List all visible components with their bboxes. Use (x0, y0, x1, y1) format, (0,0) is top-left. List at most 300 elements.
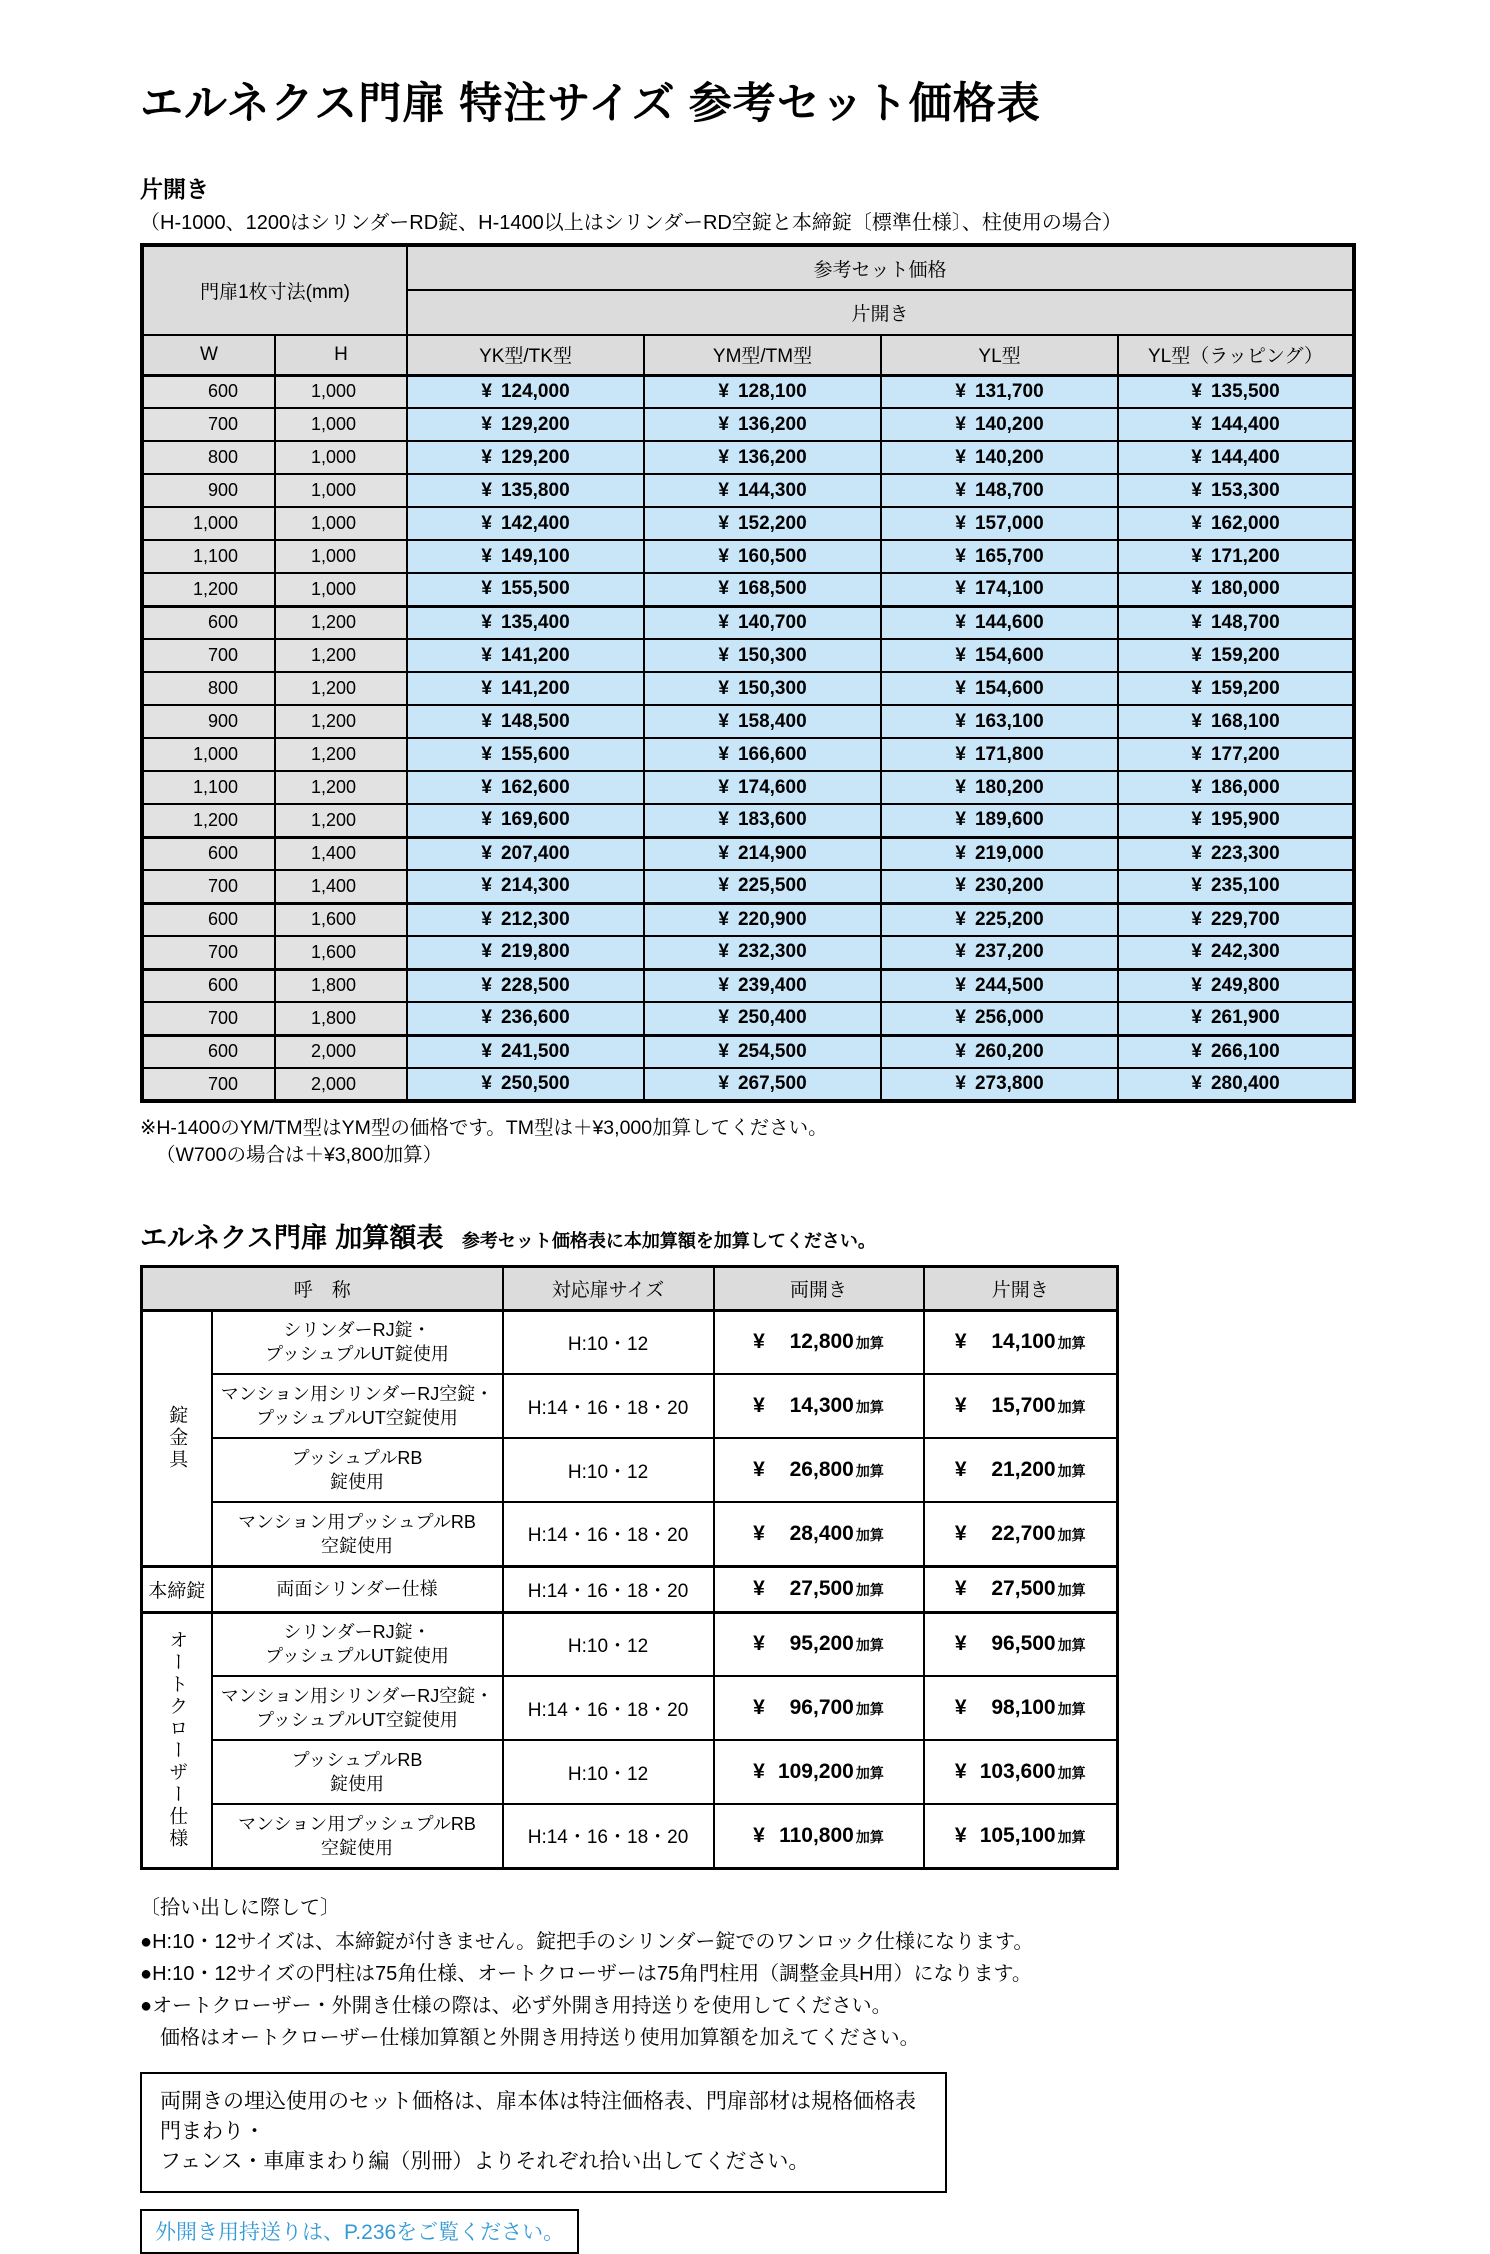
price-amount: 174,600 (737, 776, 807, 798)
currency-symbol: ¥ (1191, 446, 1202, 468)
door-size-cell: H:10・12 (503, 1740, 714, 1804)
price-amount: 235,100 (1210, 875, 1280, 897)
cell-price (1118, 474, 1354, 507)
price-amount: 148,700 (974, 479, 1044, 501)
addition-table-column-header-3: 片開き (924, 1266, 1118, 1310)
cell-price (407, 375, 644, 408)
cell-width: 700 (142, 870, 275, 903)
price-amount: 95,200 (789, 1632, 854, 1656)
currency-symbol: ¥ (1191, 644, 1202, 666)
cell-price (881, 705, 1118, 738)
currency-symbol: ¥ (1191, 809, 1202, 831)
currency-symbol: ¥ (955, 842, 966, 864)
price-amount: 129,200 (500, 446, 570, 468)
currency-symbol: ¥ (955, 446, 966, 468)
katabiraki-price-cell (924, 1502, 1118, 1566)
add-suffix: 加算 (855, 1582, 884, 1599)
item-name-cell (212, 1612, 503, 1676)
cell-height: 1,400 (275, 870, 407, 903)
currency-symbol: ¥ (955, 578, 966, 600)
currency-symbol: ¥ (955, 545, 966, 567)
currency-symbol: ¥ (1191, 875, 1202, 897)
currency-symbol: ¥ (718, 1007, 729, 1029)
cell-width: 1,100 (142, 771, 275, 804)
price-amount: 131,700 (974, 380, 1044, 402)
addition-table-row (142, 1374, 1118, 1438)
cell-price (881, 936, 1118, 969)
pickup-note-line: ●H:10・12サイズの門柱は75角仕様、オートクローザーは75角門柱用（調整金具H用）になります。 (140, 1962, 1032, 1985)
price-table-row (142, 705, 1354, 738)
cell-price (407, 606, 644, 639)
cell-price (644, 375, 881, 408)
item-name-cell (212, 1740, 503, 1804)
price-amount: 96,500 (991, 1632, 1056, 1656)
price-amount: 207,400 (500, 842, 570, 864)
ryobiraki-price-cell (714, 1740, 924, 1804)
boxed-note (140, 2072, 947, 2193)
cell-width: 1,200 (142, 804, 275, 837)
currency-symbol: ¥ (481, 611, 492, 633)
add-suffix: 加算 (855, 1765, 884, 1782)
cell-price (644, 408, 881, 441)
price-amount: 266,100 (1210, 1040, 1280, 1062)
currency-symbol: ¥ (955, 677, 966, 699)
price-amount: 154,600 (974, 677, 1044, 699)
price-amount: 14,300 (789, 1394, 854, 1418)
cell-width: 600 (142, 606, 275, 639)
price-amount: 250,500 (500, 1073, 570, 1094)
cell-price (644, 936, 881, 969)
currency-symbol: ¥ (753, 1521, 765, 1545)
group-label-cell: オートクローザー仕様 (142, 1612, 212, 1868)
price-amount: 21,200 (991, 1458, 1056, 1482)
item-name-line: プッシュプルUT錠使用 (265, 1646, 449, 1667)
cell-price (644, 771, 881, 804)
price-table-row (142, 639, 1354, 672)
door-size-cell: H:14・16・18・20 (503, 1804, 714, 1868)
price-amount: 219,000 (974, 842, 1044, 864)
currency-symbol: ¥ (718, 1073, 729, 1094)
price-table-row (142, 1068, 1354, 1101)
price-amount: 236,600 (500, 1007, 570, 1029)
footnote-line: ※H-1400のYM/TM型はYM型の価格です。TM型は＋¥3,000加算してください。 (140, 1117, 828, 1139)
cell-price (1118, 1002, 1354, 1035)
currency-symbol: ¥ (954, 1521, 967, 1545)
currency-symbol: ¥ (718, 578, 729, 600)
price-table-size-header: 門扉1枚寸法(mm) (142, 245, 407, 335)
price-amount: 150,300 (737, 677, 807, 699)
price-amount: 98,100 (991, 1696, 1056, 1720)
price-amount: 249,800 (1210, 974, 1280, 996)
price-amount: 163,100 (974, 710, 1044, 732)
cell-price (407, 441, 644, 474)
item-name-cell (212, 1502, 503, 1566)
footnote-line: （W700の場合は＋¥3,800加算） (156, 1144, 443, 1167)
price-amount: 140,200 (974, 446, 1044, 468)
add-suffix: 加算 (855, 1526, 884, 1543)
addition-table-column-header-2: 両開き (714, 1266, 924, 1310)
item-name-cell (212, 1374, 503, 1438)
currency-symbol: ¥ (753, 1394, 765, 1418)
addition-table-row (142, 1310, 1118, 1374)
addition-table-row (142, 1502, 1118, 1566)
item-name-line: 空錠使用 (321, 1535, 393, 1556)
ryobiraki-price-cell (714, 1310, 924, 1374)
price-amount: 165,700 (974, 545, 1044, 567)
price-amount: 144,300 (737, 479, 807, 501)
price-table-group-header: 参考セット価格 (407, 245, 1354, 290)
cell-price (1118, 969, 1354, 1002)
cell-price (644, 639, 881, 672)
currency-symbol: ¥ (954, 1458, 967, 1482)
ryobiraki-price-cell (714, 1676, 924, 1740)
add-suffix: 加算 (1057, 1701, 1086, 1718)
price-amount: 26,800 (789, 1458, 854, 1482)
currency-symbol: ¥ (1191, 1040, 1202, 1062)
price-amount: 103,600 (979, 1760, 1056, 1784)
currency-symbol: ¥ (753, 1696, 765, 1720)
cell-price (644, 573, 881, 606)
cell-price (407, 507, 644, 540)
cell-width: 700 (142, 1068, 275, 1101)
currency-symbol: ¥ (718, 809, 729, 831)
cell-price (407, 1068, 644, 1101)
cell-price (407, 903, 644, 936)
currency-symbol: ¥ (1191, 413, 1202, 435)
price-table-row (142, 573, 1354, 606)
price-amount: 148,700 (1210, 611, 1280, 633)
currency-symbol: ¥ (718, 611, 729, 633)
currency-symbol: ¥ (718, 908, 729, 930)
cell-price (1118, 771, 1354, 804)
cell-price (407, 1035, 644, 1068)
price-amount: 183,600 (737, 809, 807, 831)
cell-price (881, 408, 1118, 441)
cell-height: 1,600 (275, 903, 407, 936)
currency-symbol: ¥ (481, 941, 492, 963)
price-amount: 136,200 (737, 446, 807, 468)
cell-price (1118, 837, 1354, 870)
cell-price (1118, 639, 1354, 672)
cell-price (644, 672, 881, 705)
cell-price (881, 606, 1118, 639)
add-suffix: 加算 (855, 1399, 884, 1416)
cell-price (644, 738, 881, 771)
item-name-line: プッシュプルUT空錠使用 (256, 1710, 458, 1731)
item-name-line: 両面シリンダー仕様 (276, 1578, 438, 1599)
cell-height: 1,600 (275, 936, 407, 969)
cell-price (1118, 1035, 1354, 1068)
cell-price (1118, 903, 1354, 936)
item-name-line: マンション用プッシュプルRB (238, 1511, 476, 1532)
cell-price (1118, 441, 1354, 474)
price-amount: 267,500 (737, 1073, 807, 1094)
cell-price (881, 639, 1118, 672)
katabiraki-price-cell (924, 1804, 1118, 1868)
price-amount: 230,200 (974, 875, 1044, 897)
currency-symbol: ¥ (481, 677, 492, 699)
cell-price (644, 606, 881, 639)
cell-height: 1,200 (275, 606, 407, 639)
cell-width: 700 (142, 1002, 275, 1035)
add-suffix: 加算 (855, 1463, 884, 1480)
currency-symbol: ¥ (1191, 545, 1202, 567)
price-amount: 141,200 (500, 644, 570, 666)
price-amount: 225,500 (737, 875, 807, 897)
cell-price (644, 474, 881, 507)
currency-symbol: ¥ (955, 710, 966, 732)
currency-symbol: ¥ (955, 479, 966, 501)
ryobiraki-price-cell (714, 1438, 924, 1502)
price-amount: 15,700 (991, 1394, 1056, 1418)
currency-symbol: ¥ (718, 677, 729, 699)
door-size-cell: H:10・12 (503, 1310, 714, 1374)
currency-symbol: ¥ (718, 479, 729, 501)
cell-price (407, 639, 644, 672)
ryobiraki-price-cell (714, 1612, 924, 1676)
price-amount: 14,100 (991, 1330, 1056, 1354)
price-amount: 140,700 (737, 611, 807, 633)
cell-price (407, 969, 644, 1002)
currency-symbol: ¥ (718, 446, 729, 468)
currency-symbol: ¥ (481, 380, 492, 402)
currency-symbol: ¥ (955, 1007, 966, 1029)
price-amount: 105,100 (979, 1823, 1056, 1847)
price-amount: 273,800 (974, 1073, 1044, 1094)
price-amount: 168,100 (1210, 710, 1280, 732)
cell-width: 900 (142, 705, 275, 738)
price-table-column-header-2: YK型/TK型 (407, 335, 644, 375)
price-amount: 174,100 (974, 578, 1044, 600)
price-table-column-header-3: YM型/TM型 (644, 335, 881, 375)
price-amount: 169,600 (500, 809, 570, 831)
currency-symbol: ¥ (1191, 677, 1202, 699)
currency-symbol: ¥ (1191, 479, 1202, 501)
addition-table-column-header-0: 呼 称 (142, 1266, 503, 1310)
cell-price (407, 408, 644, 441)
cell-price (644, 1035, 881, 1068)
currency-symbol: ¥ (753, 1330, 765, 1354)
cell-price (1118, 870, 1354, 903)
currency-symbol: ¥ (481, 1007, 492, 1029)
cell-price (881, 1035, 1118, 1068)
cell-height: 1,000 (275, 441, 407, 474)
price-amount: 171,800 (974, 743, 1044, 765)
price-amount: 124,000 (500, 380, 570, 402)
cell-price (644, 705, 881, 738)
group-label-cell: 錠金具 (142, 1310, 212, 1566)
price-amount: 225,200 (974, 908, 1044, 930)
price-amount: 155,600 (500, 743, 570, 765)
price-amount: 144,400 (1210, 446, 1280, 468)
currency-symbol: ¥ (955, 413, 966, 435)
add-suffix: 加算 (855, 1637, 884, 1654)
price-amount: 160,500 (737, 545, 807, 567)
cell-price (881, 672, 1118, 705)
price-amount: 158,400 (737, 710, 807, 732)
cell-price (881, 738, 1118, 771)
currency-symbol: ¥ (481, 974, 492, 996)
item-name-line: 錠使用 (330, 1472, 384, 1493)
currency-symbol: ¥ (955, 809, 966, 831)
cell-price (407, 672, 644, 705)
price-table-row (142, 507, 1354, 540)
price-amount: 96,700 (789, 1696, 854, 1720)
add-suffix: 加算 (1057, 1335, 1086, 1352)
price-amount: 162,600 (500, 776, 570, 798)
katabiraki-price-cell (924, 1612, 1118, 1676)
currency-symbol: ¥ (481, 743, 492, 765)
price-amount: 149,100 (500, 545, 570, 567)
add-suffix: 加算 (1057, 1582, 1086, 1599)
katabiraki-price-cell (924, 1740, 1118, 1804)
item-name-line: プッシュプルUT錠使用 (265, 1344, 449, 1365)
currency-symbol: ¥ (955, 776, 966, 798)
item-name-line: マンション用シリンダーRJ空錠・ (220, 1685, 494, 1706)
currency-symbol: ¥ (955, 380, 966, 402)
price-amount: 219,800 (500, 941, 570, 963)
currency-symbol: ¥ (1191, 743, 1202, 765)
ryobiraki-price-cell (714, 1374, 924, 1438)
cell-width: 700 (142, 936, 275, 969)
cell-width: 1,000 (142, 507, 275, 540)
group-label-cell: 本締錠 (142, 1566, 212, 1612)
currency-symbol: ¥ (954, 1760, 967, 1784)
price-table-column-header-4: YL型 (881, 335, 1118, 375)
cell-height: 1,200 (275, 804, 407, 837)
price-table-footnote (140, 1115, 1355, 1170)
ryobiraki-price-cell (714, 1502, 924, 1566)
cell-height: 1,400 (275, 837, 407, 870)
cell-price (407, 870, 644, 903)
price-table-row (142, 771, 1354, 804)
item-name-line: マンション用プッシュプルRB (238, 1813, 476, 1834)
cell-price (407, 540, 644, 573)
item-name-line: プッシュプルRB (291, 1749, 423, 1770)
cell-height: 1,800 (275, 1002, 407, 1035)
cell-width: 600 (142, 969, 275, 1002)
currency-symbol: ¥ (954, 1632, 967, 1656)
price-amount: 135,800 (500, 479, 570, 501)
add-suffix: 加算 (1057, 1463, 1086, 1480)
price-amount: 144,600 (974, 611, 1044, 633)
item-name-line: 空錠使用 (321, 1837, 393, 1858)
currency-symbol: ¥ (1191, 512, 1202, 534)
door-size-cell: H:14・16・18・20 (503, 1676, 714, 1740)
price-amount: 241,500 (500, 1040, 570, 1062)
currency-symbol: ¥ (481, 1073, 492, 1094)
price-amount: 180,000 (1210, 578, 1280, 600)
currency-symbol: ¥ (753, 1632, 765, 1656)
section-heading-katabiraki: 片開き (140, 176, 209, 202)
cell-width: 800 (142, 441, 275, 474)
cell-price (644, 870, 881, 903)
cell-price (644, 441, 881, 474)
ryobiraki-price-cell (714, 1566, 924, 1612)
cell-width: 800 (142, 672, 275, 705)
cell-price (881, 1002, 1118, 1035)
katabiraki-price-cell (924, 1310, 1118, 1374)
price-amount: 129,200 (500, 413, 570, 435)
pickup-note-line: ●H:10・12サイズは、本締錠が付きません。錠把手のシリンダー錠でのワンロック仕様になります。 (140, 1930, 1034, 1953)
cell-price (1118, 672, 1354, 705)
price-amount: 150,300 (737, 644, 807, 666)
cell-width: 600 (142, 837, 275, 870)
currency-symbol: ¥ (954, 1696, 967, 1720)
currency-symbol: ¥ (1191, 380, 1202, 402)
price-amount: 135,400 (500, 611, 570, 633)
cell-height: 1,000 (275, 375, 407, 408)
currency-symbol: ¥ (1191, 974, 1202, 996)
cell-width: 900 (142, 474, 275, 507)
item-name-line: プッシュプルUT空錠使用 (256, 1408, 458, 1429)
add-suffix: 加算 (1057, 1399, 1086, 1416)
cell-price (644, 1002, 881, 1035)
price-amount: 228,500 (500, 974, 570, 996)
price-amount: 229,700 (1210, 908, 1280, 930)
cell-price (1118, 705, 1354, 738)
price-table-row (142, 903, 1354, 936)
price-table-row (142, 936, 1354, 969)
price-table-subgroup-header: 片開き (407, 290, 1354, 335)
item-name-cell (212, 1804, 503, 1868)
item-name-cell (212, 1310, 503, 1374)
currency-symbol: ¥ (1191, 941, 1202, 963)
price-table-row (142, 672, 1354, 705)
add-suffix: 加算 (855, 1335, 884, 1352)
katabiraki-price-cell (924, 1438, 1118, 1502)
currency-symbol: ¥ (481, 809, 492, 831)
cell-price (881, 804, 1118, 837)
price-table-row (142, 804, 1354, 837)
price-table (140, 243, 1356, 1103)
currency-symbol: ¥ (718, 644, 729, 666)
currency-symbol: ¥ (718, 710, 729, 732)
item-name-line: マンション用シリンダーRJ空錠・ (220, 1383, 494, 1404)
cell-price (644, 540, 881, 573)
price-amount: 28,400 (789, 1521, 854, 1545)
currency-symbol: ¥ (955, 974, 966, 996)
add-suffix: 加算 (855, 1701, 884, 1718)
currency-symbol: ¥ (955, 743, 966, 765)
cell-price (881, 969, 1118, 1002)
cell-height: 1,200 (275, 672, 407, 705)
cell-price (881, 870, 1118, 903)
cell-height: 1,000 (275, 540, 407, 573)
currency-symbol: ¥ (955, 644, 966, 666)
price-amount: 261,900 (1210, 1007, 1280, 1029)
currency-symbol: ¥ (1191, 842, 1202, 864)
currency-symbol: ¥ (481, 644, 492, 666)
price-amount: 244,500 (974, 974, 1044, 996)
cell-height: 1,800 (275, 969, 407, 1002)
currency-symbol: ¥ (718, 380, 729, 402)
cell-height: 1,200 (275, 738, 407, 771)
price-amount: 232,300 (737, 941, 807, 963)
price-amount: 109,200 (777, 1760, 854, 1784)
price-amount: 223,300 (1210, 842, 1280, 864)
cell-height: 1,200 (275, 771, 407, 804)
cell-price (1118, 540, 1354, 573)
page-title: エルネクス門扉 特注サイズ 参考セット価格表 (140, 80, 1041, 128)
currency-symbol: ¥ (481, 908, 492, 930)
cell-price (407, 936, 644, 969)
cell-width: 1,100 (142, 540, 275, 573)
price-amount: 22,700 (991, 1521, 1056, 1545)
currency-symbol: ¥ (481, 842, 492, 864)
cell-height: 2,000 (275, 1068, 407, 1101)
price-table-row (142, 441, 1354, 474)
